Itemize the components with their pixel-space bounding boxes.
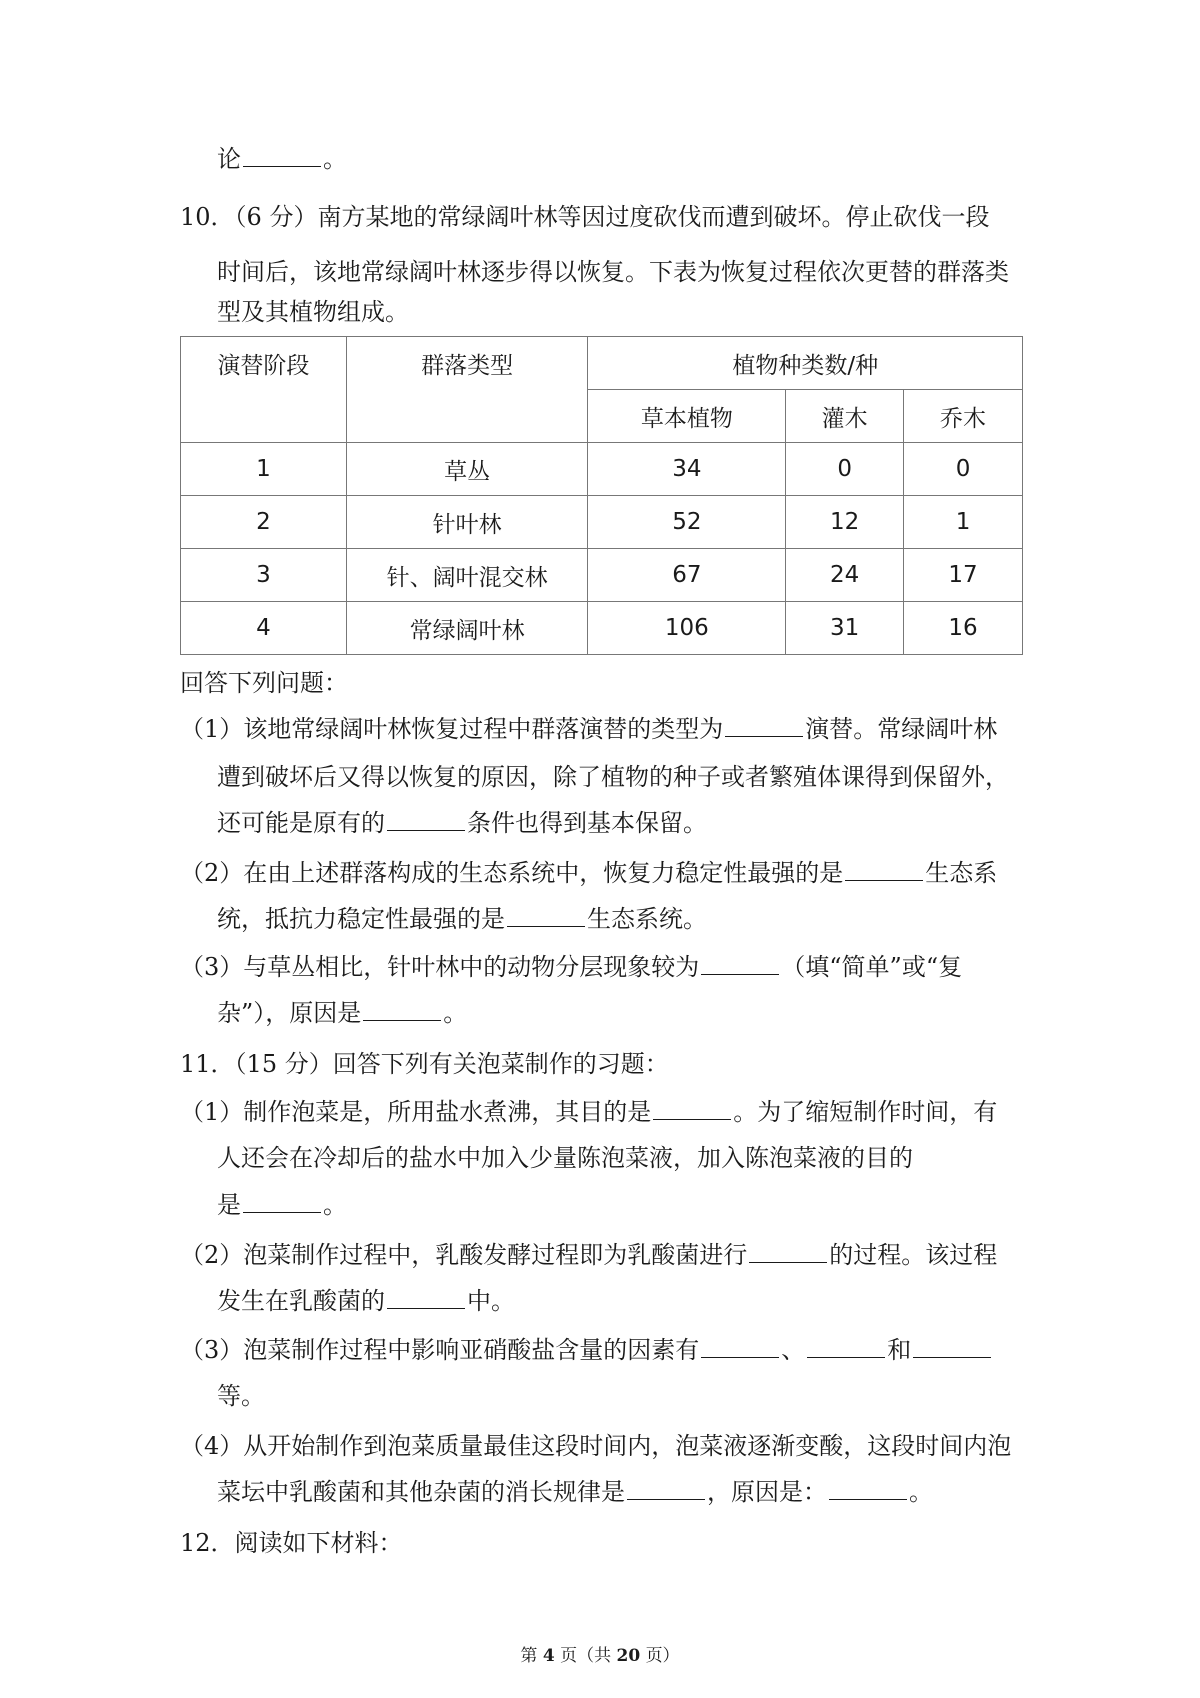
header-species-count: 植物种类数/种 — [588, 337, 1023, 390]
q11-sub3-text-c: 等。 — [217, 1382, 265, 1410]
q10-sub1-text-a: 该地常绿阔叶林恢复过程中群落演替的类型为 — [243, 715, 724, 743]
cell-shrub: 24 — [786, 549, 904, 602]
q11-sub2-text-b: 的过程。该过程 — [829, 1241, 998, 1269]
q10-sub2-text-c: 统，抵抗力稳定性最强的是 — [217, 905, 505, 933]
q10-sub1-text-c: 还可能是原有的 — [217, 809, 385, 837]
header-community: 群落类型 — [346, 337, 588, 443]
cell-tree: 16 — [904, 602, 1023, 655]
q10-sub3-text-a: 与草丛相比，针叶林中的动物分层现象较为 — [243, 953, 700, 981]
q10-stem-3: 型及其植物组成。 — [217, 298, 409, 326]
footer-page-number: 4 — [542, 1646, 555, 1666]
q10-stem-1: 南方某地的常绿阔叶林等因过度砍伐而遭到破坏。停止砍伐一段 — [317, 203, 990, 231]
q11-sub2-text-a: 泡菜制作过程中，乳酸发酵过程即为乳酸菌进行 — [243, 1241, 748, 1269]
q11-sub1-text-c: 是 — [217, 1191, 241, 1219]
q10-sub2-line-1 — [180, 858, 997, 888]
answer-blank[interactable] — [243, 144, 321, 167]
q10-sub3-text-c: 杂”），原因是 — [217, 999, 362, 1027]
q10-sub1-line-2 — [217, 762, 1009, 792]
answer-blank[interactable] — [701, 952, 779, 975]
cell-stage: 3 — [181, 549, 347, 602]
q10-sub3-line-1 — [180, 952, 962, 982]
q12-number: 12． — [180, 1529, 235, 1557]
q11-sub1-text-line2: 人还会在冷却后的盐水中加入少量陈泡菜液，加入陈泡菜液的目的 — [217, 1144, 913, 1172]
answer-blank[interactable] — [387, 808, 465, 831]
q12-stem: 阅读如下材料： — [234, 1529, 403, 1557]
q10-sub2-label: （2） — [180, 859, 244, 887]
carry-over-prefix: 论 — [217, 145, 241, 173]
answer-blank[interactable] — [363, 998, 441, 1021]
q10-sub2-line-2 — [217, 904, 707, 934]
q10-sub1-text-d: 条件也得到基本保留。 — [467, 809, 707, 837]
cell-stage: 1 — [181, 443, 347, 496]
cell-shrub: 0 — [786, 443, 904, 496]
q10-line-3 — [217, 297, 409, 327]
answer-blank[interactable] — [807, 1335, 885, 1358]
cell-herb: 106 — [588, 602, 786, 655]
q11-sub2-text-d: 中。 — [467, 1287, 515, 1315]
q11-sub3-text-a: 泡菜制作过程中影响亚硝酸盐含量的因素有 — [243, 1336, 700, 1364]
q10-sub1-text-line2: 遭到破坏后又得以恢复的原因，除了植物的种子或者繁殖体课得到保留外， — [217, 763, 1009, 791]
q11-sub4-label: （4） — [180, 1432, 244, 1460]
q11-sub4-text-c: 。 — [909, 1478, 933, 1506]
q11-sub3-line-1 — [180, 1335, 993, 1365]
q10-sub2-text-a: 在由上述群落构成的生态系统中，恢复力稳定性最强的是 — [243, 859, 844, 887]
q10-sub1-label: （1） — [180, 715, 244, 743]
q11-sub4-text-a: 菜坛中乳酸菌和其他杂菌的消长规律是 — [217, 1478, 625, 1506]
cell-community: 针、阔叶混交林 — [346, 549, 588, 602]
cell-tree: 1 — [904, 496, 1023, 549]
q11-sub1-line-1 — [180, 1097, 997, 1127]
q10-sub3-text-b: （填“简单”或“复 — [781, 953, 963, 981]
header-herb: 草本植物 — [588, 390, 786, 443]
cell-community: 针叶林 — [346, 496, 588, 549]
answer-blank[interactable] — [913, 1335, 991, 1358]
cell-herb: 34 — [588, 443, 786, 496]
q11-sub1-text-a: 制作泡菜是，所用盐水煮沸，其目的是 — [243, 1098, 652, 1126]
header-shrub: 灌木 — [786, 390, 904, 443]
answer-blank[interactable] — [701, 1335, 779, 1358]
answer-blank[interactable] — [243, 1190, 321, 1213]
footer-total-pages: 20 — [616, 1646, 641, 1666]
q11-sub2-label: （2） — [180, 1241, 244, 1269]
q11-sub1-line-3 — [217, 1190, 347, 1220]
q10-sub2-text-d: 生态系统。 — [587, 905, 707, 933]
answer-blank[interactable] — [627, 1477, 705, 1500]
q10-prompt — [180, 668, 348, 698]
q11-sub1-text-d: 。 — [323, 1191, 347, 1219]
table-row — [181, 496, 1023, 549]
page-footer — [0, 1641, 1200, 1666]
table-row — [181, 443, 1023, 496]
answer-blank[interactable] — [725, 714, 803, 737]
table-row — [181, 602, 1023, 655]
q11-sub1-text-b: 。为了缩短制作时间，有 — [733, 1098, 998, 1126]
footer-middle: 页（共 — [560, 1646, 612, 1666]
q10-line-1 — [180, 202, 989, 232]
cell-tree: 17 — [904, 549, 1023, 602]
q11-sub2-text-c: 发生在乳酸菌的 — [217, 1287, 385, 1315]
answer-blank[interactable] — [653, 1097, 731, 1120]
carry-over-suffix: 。 — [323, 145, 347, 173]
q11-sub3-label: （3） — [180, 1336, 244, 1364]
q11-points: （15 分） — [234, 1050, 333, 1078]
q10-sub3-line-2 — [217, 998, 467, 1028]
footer-suffix: 页） — [645, 1646, 680, 1666]
cell-tree: 0 — [904, 443, 1023, 496]
q11-sub4-text-line1: 从开始制作到泡菜质量最佳这段时间内，泡菜液逐渐变酸，这段时间内泡 — [243, 1432, 1012, 1460]
q11-stem: 回答下列有关泡菜制作的习题： — [332, 1050, 669, 1078]
succession-table — [180, 336, 1023, 655]
q10-sub1-line-3 — [217, 808, 707, 838]
cell-shrub: 12 — [786, 496, 904, 549]
header-tree: 乔木 — [904, 390, 1023, 443]
answer-blank[interactable] — [845, 858, 923, 881]
answer-blank[interactable] — [507, 904, 585, 927]
answer-blank[interactable] — [387, 1286, 465, 1309]
cell-community: 草丛 — [346, 443, 588, 496]
q11-line-1 — [180, 1049, 669, 1079]
q11-sub3-line-2 — [217, 1381, 265, 1411]
q10-number: 10． — [180, 203, 235, 231]
q11-sub1-label: （1） — [180, 1098, 244, 1126]
q10-sub1-line-1 — [180, 714, 997, 744]
q10-stem-2: 时间后，该地常绿阔叶林逐步得以恢复。下表为恢复过程依次更替的群落类 — [217, 258, 1009, 286]
q11-number: 11． — [180, 1050, 235, 1078]
answer-blank[interactable] — [749, 1240, 827, 1263]
q11-sub2-line-1 — [180, 1240, 997, 1270]
q10-line-2 — [217, 257, 1009, 287]
table-header-row — [181, 337, 1023, 390]
q11-sub4-text-b: ，原因是： — [707, 1478, 827, 1506]
q10-sub1-text-b: 演替。常绿阔叶林 — [805, 715, 998, 743]
cell-stage: 2 — [181, 496, 347, 549]
q11-sub3-sep-2: 和 — [887, 1336, 912, 1364]
table-row — [181, 549, 1023, 602]
q10-prompt-text: 回答下列问题： — [180, 669, 348, 697]
cell-herb: 52 — [588, 496, 786, 549]
q12-line-1 — [180, 1528, 403, 1558]
q10-points: （6 分） — [234, 203, 318, 231]
header-stage: 演替阶段 — [181, 337, 347, 443]
q10-sub2-text-b: 生态系 — [925, 859, 998, 887]
cell-stage: 4 — [181, 602, 347, 655]
q11-sub4-line-2 — [217, 1477, 933, 1507]
q11-sub4-line-1 — [180, 1431, 1011, 1461]
answer-blank[interactable] — [829, 1477, 907, 1500]
q11-sub3-sep-1: 、 — [781, 1336, 806, 1364]
q10-sub3-label: （3） — [180, 953, 244, 981]
footer-prefix: 第 — [520, 1646, 538, 1666]
q10-sub3-text-d: 。 — [443, 999, 468, 1027]
q11-sub1-line-2 — [217, 1143, 913, 1173]
cell-community: 常绿阔叶林 — [346, 602, 588, 655]
cell-herb: 67 — [588, 549, 786, 602]
q11-sub2-line-2 — [217, 1286, 515, 1316]
cell-shrub: 31 — [786, 602, 904, 655]
carry-over-line — [217, 144, 347, 174]
